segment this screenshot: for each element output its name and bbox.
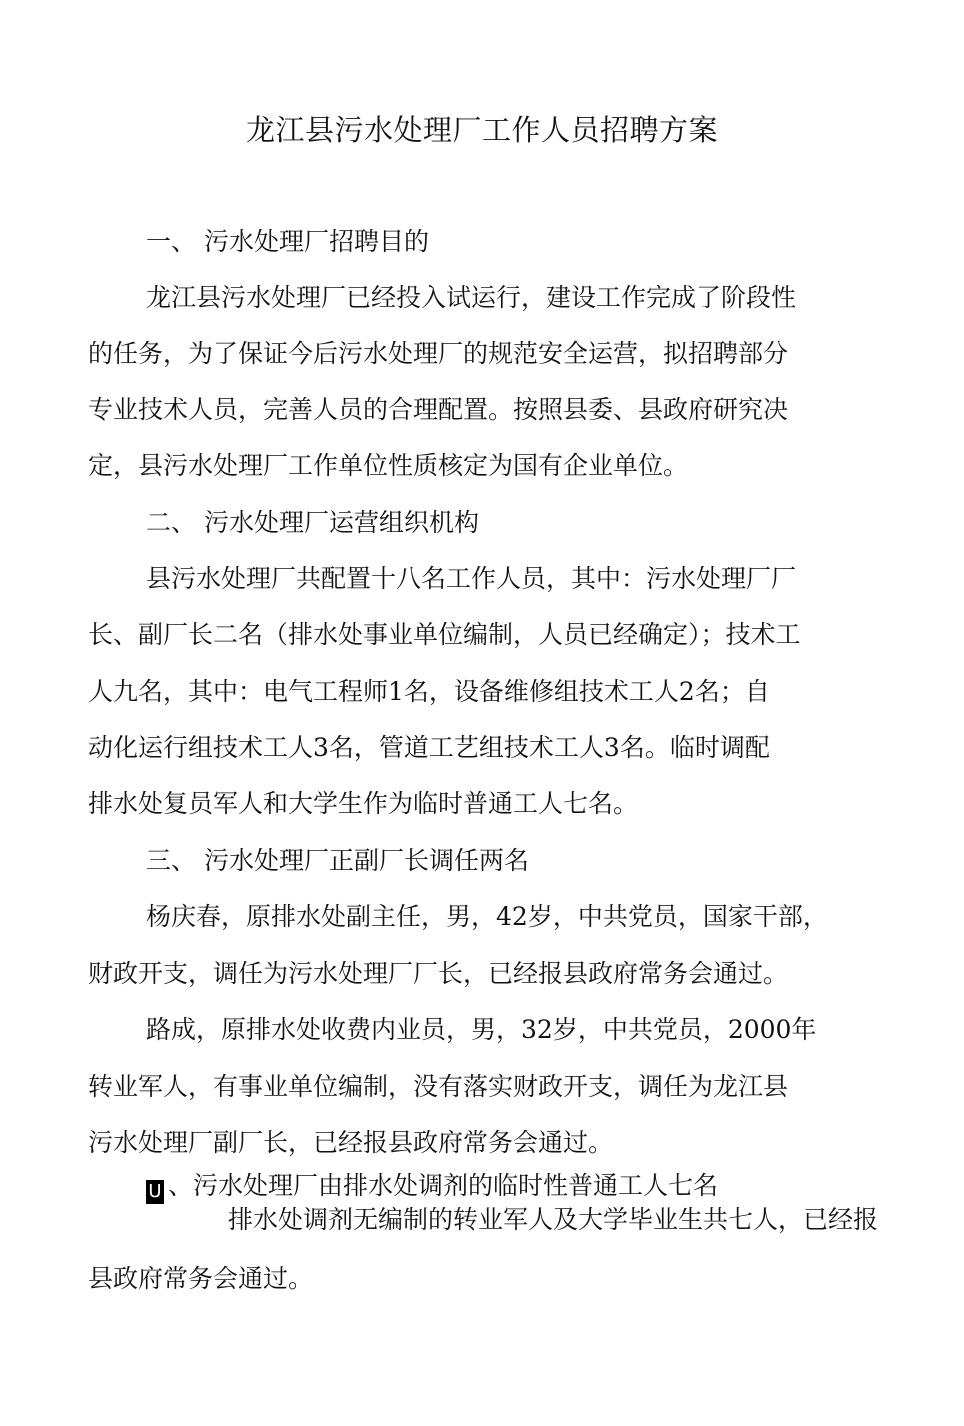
paragraph-line: 专业技术人员，完善人员的合理配置。按照县委、县政府研究决	[88, 395, 789, 424]
paragraph-line: 污水处理厂副厂长，已经报县政府常务会通过。	[88, 1128, 614, 1157]
section-1-heading: 一、 污水处理厂招聘目的	[146, 227, 429, 256]
paragraph-line: 县污水处理厂共配置十八名工作人员，其中：污水处理厂厂	[146, 564, 797, 593]
section-3-heading: 三、 污水处理厂正副厂长调任两名	[146, 846, 529, 875]
section-4-marker: U	[146, 1180, 164, 1204]
document-title: 龙江县污水处理厂工作人员招聘方案	[245, 113, 718, 147]
paragraph-line: 的任务，为了保证今后污水处理厂的规范安全运营，拟招聘部分	[88, 339, 789, 368]
paragraph-line: 杨庆春，原排水处副主任，男，42岁，中共党员，国家干部，	[146, 902, 828, 931]
section-4-heading-text: 、污水处理厂由排水处调剂的临时性普通工人七名	[168, 1171, 719, 1200]
paragraph-line: 长、副厂长二名（排水处事业单位编制，人员已经确定）；技术工	[88, 620, 801, 649]
paragraph-line: 排水处复员军人和大学生作为临时普通工人七名。	[88, 789, 639, 818]
section-4-heading	[146, 1168, 718, 1204]
section-2-heading: 二、 污水处理厂运营组织机构	[146, 508, 479, 537]
paragraph-line: 县政府常务会通过。	[88, 1264, 314, 1293]
paragraph-line: 路成，原排水处收费内业员，男，32岁，中共党员，2000年	[146, 1015, 817, 1044]
paragraph-line: 转业军人，有事业单位编制，没有落实财政开支，调任为龙江县	[88, 1072, 789, 1101]
paragraph-line: 龙江县污水处理厂已经投入试运行，建设工作完成了阶段性	[146, 283, 797, 312]
paragraph-line: 排水处调剂无编制的转业军人及大学毕业生共七人，已经报	[228, 1205, 879, 1234]
paragraph-line: 动化运行组技术工人3名，管道工艺组技术工人3名。临时调配	[88, 733, 770, 762]
paragraph-line: 人九名，其中：电气工程师1名，设备维修组技术工人2名；自	[88, 677, 770, 706]
paragraph-line: 定，县污水处理厂工作单位性质核定为国有企业单位。	[88, 451, 689, 480]
paragraph-line: 财政开支，调任为污水处理厂厂长，已经报县政府常务会通过。	[88, 959, 789, 988]
